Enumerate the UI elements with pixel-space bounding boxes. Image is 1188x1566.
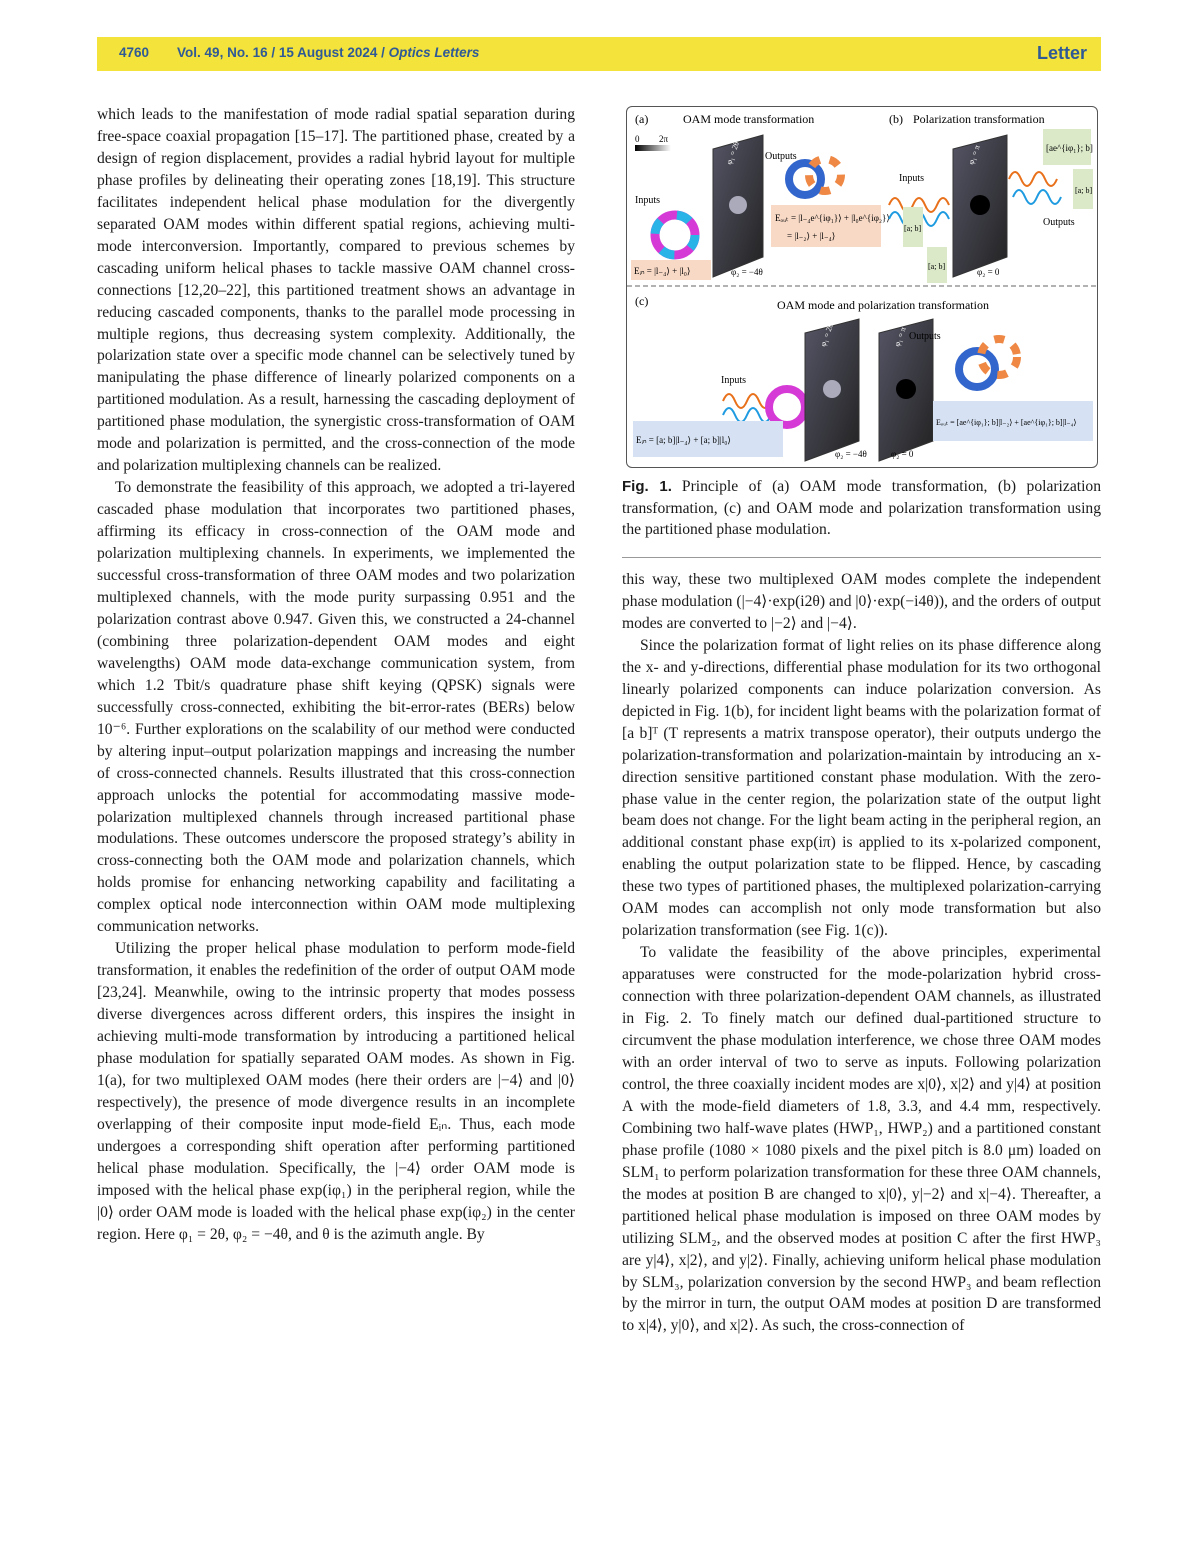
outputs-label-c: Outputs — [909, 331, 941, 342]
phi2-label-c2: φ₂ = 0 — [891, 449, 914, 459]
phi1-label-a: φ₁ = 2θ — [724, 140, 742, 166]
colorbar-max: 2π — [659, 134, 669, 144]
paragraph: Utilizing the proper helical phase modulation to perform mode-field transformation, it enables the redefinition of the order of output OAM mode [23,24]. Meanwhile, owing to the intrinsic property that modes possess diverse divergences across different orders, this inspires the insight in achieving multi-mode transformation by introducing a partitioned helical phase modulation for spatially separated OAM modes. As shown in Fig. 1(a), for two multiplexed OAM modes (here their orders are |−4⟩ and |0⟩ respectively), the presence of mode divergence results in an incomplete overlapping of their composite input mode-field Eᵢₙ. Thus, each mode undergoes a corresponding shift operation after performing partitioned helical phase modulation. Specifically, the |−4⟩ order OAM mode is imposed with the helical phase exp(iφ₁) in the peripheral region, while the |0⟩ order OAM mode is loaded with the helical phase exp(iφ₂) in the center region. Here φ₁ = 2θ, φ₂ = −4θ, and θ is the azimuth angle. By — [97, 940, 575, 1243]
figure-1-diagram — [627, 107, 1097, 467]
vec-out-b: [ae^{iφ₁}; b] — [1046, 143, 1093, 153]
paragraph: which leads to the manifestation of mode radial spatial separation during free-space coaxial propagation [15–17]. The partitioned phase, created by a design of region displacement, provides a radial hybrid layout for multiple phase profiles by delineating their operating zones [18,19]. This structure facilitates independent helical phase modulation for the divergently separated OAM modes within different spatial regions, achieving multi-mode interconversion. Importantly, compared to previous schemes by cascading uniform helical phases to tackle massive OAM channel cross-connections [12,20–22], this partitioned treatment shows an advantage in reducing cascaded components, thanks to the parallel mode processing in multiple regions, thus decreasing system complexity. Additionally, the polarization state over a specific mode channel can be selectively tuned by manipulating the phase difference of linearly polarized components on a partitioned modulation. As a result, harnessing the cascading deployment of partitioned phase modulation, the synergistic cross-transformation of OAM mode and polarization is permitted, and the cross-connection of the mode and polarization multiplexing channels can be realized. — [97, 106, 575, 475]
paragraph: To validate the feasibility of the above principles, experimental apparatuses were constructed for the mode-polarization hybrid cross-connection with three polarization-dependent OAM channels, as illustrated in Fig. 2. To finely match our defined dual-partitioned structure to circumvent the phase modulation interference, we chose three OAM modes with an order interval of two to serve as inputs. Following polarization control, the three coaxially incident modes are x|0⟩, x|2⟩ and y|4⟩ at position A with the mode-field diameters of 1.8, 3.3, and 4.4 mm, respectively. Combining two half-wave plates (HWP₁, HWP₂) and a partitioned constant phase profile (1080 × 1080 pixels and the pixel pitch is 8.0 μm) loaded on SLM₁ to perform polarization transformation for these three OAM channels, the modes at position B are changed to x|0⟩, y|−2⟩ and x|−4⟩. Thereafter, a partitioned helical phase modulation is imposed on three OAM modes by utilizing SLM₂, and the observed modes at position C after the first HWP₃ are y|4⟩, x|2⟩, and y|2⟩. Finally, achieving uniform helical phase modulation by SLM₃, polarization conversion by the second HWP₃ and beam reflection by the mirror in turn, the output OAM modes at position D are transformed to x|4⟩, y|0⟩, and x|2⟩. As such, the cross-connection of — [622, 944, 1101, 1335]
eout-a-line1: Eₒᵤₜ = |l₋₄e^{iφ₁}⟩ + |l₀e^{iφ₂}⟩ — [775, 213, 890, 223]
paragraph: To demonstrate the feasibility of this approach, we adopted a tri-layered cascaded phase modulation that incorporates two partitioned phases, affirming its efficacy in cross-connection of the OAM mode and polarization multiplexing channels. In experiments, we implemented the successful cross-transformation of three OAM modes and two polarization multiplexed channels, with the mode purity surpassing 0.951 and the polarization contrast above 0.947. Given this, we constructed a 24-channel (combining three polarization-dependent OAM modes and eight wavelengths) OAM mode data-exchange communication system, from which 1.2 Tbit/s quadrature phase shift keying (QPSK) signals were successfully cross-connected, exhibiting the bit-error-rates (BERs) below 10⁻⁶. Further explorations on the scalability of our method were conducted by altering input–output polarization mappings and increasing the number of cross-connected channels. Results illustrated that this cross-connection approach unlocks the potential for accommodating massive mode-polarization multiplexed channels through increased partitional phase modulations. These outcomes underscore the proposed strategy’s ability in cross-connecting both the OAM mode and polarization channels, which holds promise for enhancing networking capability and facilitating a complex optical node interconnection within OAM mode multiplexing communication networks. — [97, 479, 575, 936]
phi2-label-a: φ₂ = −4θ — [731, 267, 763, 277]
panel-a-title: OAM mode transformation — [683, 112, 815, 126]
input-mode-ring-c — [769, 389, 805, 425]
output-wave-b1 — [1009, 172, 1057, 186]
eout-a-line2: = |l₋₂⟩ + |l₋₄⟩ — [787, 231, 836, 241]
header-citation — [119, 45, 479, 60]
output-mode-ring-a2 — [809, 159, 841, 191]
colorbar-min: 0 — [635, 134, 640, 144]
article-type: Letter — [1036, 43, 1087, 63]
paragraph: Since the polarization format of light relies on its phase difference along the x- and y-directions, differential phase modulation for its two orthogonal linearly polarized components can induce polarization conversion. As depicted in Fig. 1(b), for incident light beams with the polarization format of [a b]ᵀ (T represents a matrix transpose operator), their outputs undergo the polarization-transformation and polarization-maintain by introducing an x-direction sensitive partitioned constant phase modulation. With the zero-phase value in the center region, the polarization state of the output light beam does not change. For the light beam acting in the peripheral region, an additional constant phase exp(iπ) is applied to its x-polarized component, enabling the output polarization state to be flipped. Hence, by cascading these two types of partitioned phases, the multiplexed polarization-carrying OAM modes can accomplish not only mode transformation but also polarization transformation (see Fig. 1(c)). — [622, 636, 1101, 940]
paragraph: this way, these two multiplexed OAM modes complete the independent phase modulation (|−4⟩·exp(i2θ) and |0⟩·exp(−i4θ)), and the orders of output modes are converted to |−2⟩ and |−4⟩. — [622, 571, 1101, 632]
phi1-pi-label: φ₁ = π — [966, 143, 982, 166]
phi1-pi-label-c: φ₁ = π — [892, 325, 908, 348]
eout-c: Eₒᵤₜ = [ae^{iφ₁}; b]|l₋₂⟩ + [ae^{iφ₁}; b]|l₋₄⟩ — [936, 418, 1077, 427]
figure-1 — [626, 106, 1098, 468]
caption-text: Principle of (a) OAM mode transformation, (b) polarization transformation, (c) and OAM mode and polarization transformation using the partitioned phase modulation. — [622, 478, 1101, 538]
volume-info: Vol. 49, No. 16 / 15 August 2024 / — [177, 45, 389, 60]
slm-c1-center — [823, 380, 841, 398]
right-column — [622, 569, 1101, 1337]
input-wave-c2 — [723, 408, 771, 422]
panel-b-label: (b) — [889, 112, 903, 126]
outputs-label-a: Outputs — [765, 151, 797, 162]
slm-a-center — [729, 196, 747, 214]
ein-c: Eᵢₙ = [a; b]|l₋₄⟩ + [a; b]|l₀⟩ — [636, 435, 731, 445]
input-wave-c1 — [723, 394, 771, 408]
panel-c-title: OAM mode and polarization transformation — [777, 298, 989, 312]
vec-ab-b2: [a; b] — [904, 224, 922, 233]
caption-divider — [622, 557, 1101, 558]
vec-ab-b3: [a; b] — [928, 262, 946, 271]
panel-a-label: (a) — [635, 112, 649, 126]
inputs-label-c: Inputs — [721, 375, 746, 386]
page-number: 4760 — [119, 45, 150, 60]
outputs-label-b: Outputs — [1043, 217, 1075, 228]
inputs-label-a: Inputs — [635, 195, 660, 206]
ein-a: Eᵢₙ = |l₋₄⟩ + |l₀⟩ — [634, 266, 691, 276]
left-column — [97, 104, 575, 1246]
journal-header — [97, 37, 1101, 71]
output-mode-ring-a1 — [789, 163, 821, 195]
colorbar — [635, 145, 671, 151]
vec-ab-b1: [a; b] — [1075, 186, 1093, 195]
slm-b-center — [970, 195, 990, 215]
panel-c-label: (c) — [635, 294, 649, 308]
panel-b-title: Polarization transformation — [913, 112, 1045, 126]
output-wave-b2 — [1013, 190, 1061, 204]
slm-c2-center — [896, 379, 916, 399]
caption-label: Fig. 1. — [622, 478, 672, 495]
phi2-label-c1: φ₂ = −4θ — [835, 449, 867, 459]
phi2-label-b: φ₂ = 0 — [977, 267, 1000, 277]
figure-1-caption — [622, 476, 1101, 541]
phi1-label-c1: φ₁ = 2θ — [818, 322, 836, 348]
journal-name[interactable]: Optics Letters — [388, 45, 480, 60]
inputs-label-b: Inputs — [899, 173, 924, 184]
